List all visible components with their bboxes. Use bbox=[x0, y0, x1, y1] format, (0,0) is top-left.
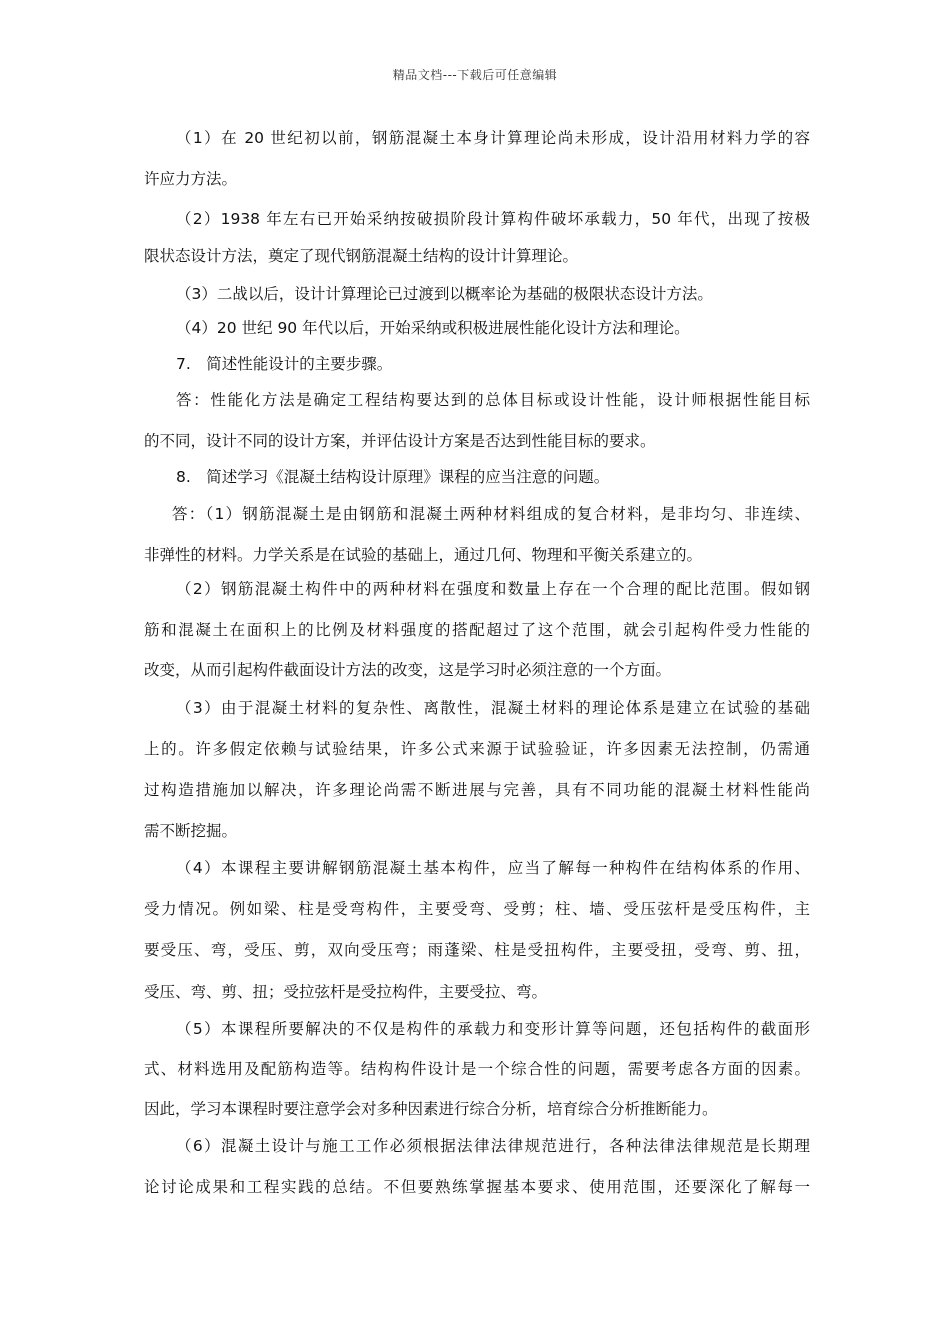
text-line: （4）本课程主要讲解钢筋混凝土基本构件，应当了解每一种构件在结构体系的作用、 bbox=[176, 859, 810, 877]
text-line: （2）1938 年左右已开始采纳按破损阶段计算构件破坏承载力，50 年代，出现了按极 bbox=[176, 210, 810, 228]
text-line: 受力情况。例如梁、柱是受弯构件，主要受弯、受剪；柱、墙、受压弦杆是受压构件，主 bbox=[144, 900, 810, 918]
text-line: （3）由于混凝土材料的复杂性、离散性，混凝土材料的理论体系是建立在试验的基础 bbox=[176, 699, 810, 717]
text-line: 上的。许多假定依赖与试验结果，许多公式来源于试验验证，许多因素无法控制，仍需通 bbox=[144, 740, 810, 758]
text-line: 8. 简述学习《混凝土结构设计原理》课程的应当注意的问题。 bbox=[176, 468, 610, 486]
text-line: 的不同，设计不同的设计方案，并评估设计方案是否达到性能目标的要求。 bbox=[144, 432, 656, 450]
text-line: 7. 简述性能设计的主要步骤。 bbox=[176, 355, 393, 373]
text-line: 要受压、弯，受压、剪，双向受压弯；雨蓬梁、柱是受扭构件，主要受扭，受弯、剪、扭， bbox=[144, 941, 810, 959]
text-line: 答：（1）钢筋混凝土是由钢筋和混凝土两种材料组成的复合材料，是非均匀、非连续、 bbox=[172, 505, 810, 523]
text-line: 式、材料选用及配筋构造等。结构构件设计是一个综合性的问题，需要考虑各方面的因素。 bbox=[144, 1060, 810, 1078]
text-line: （6）混凝土设计与施工工作必须根据法律法律规范进行，各种法律法律规范是长期理 bbox=[176, 1137, 810, 1155]
text-line: 限状态设计方法，奠定了现代钢筋混凝土结构的设计计算理论。 bbox=[144, 247, 579, 265]
text-line: （1）在 20 世纪初以前，钢筋混凝土本身计算理论尚未形成，设计沿用材料力学的容 bbox=[176, 129, 810, 147]
text-line: 因此，学习本课程时要注意学会对多种因素进行综合分析，培育综合分析推断能力。 bbox=[144, 1100, 718, 1118]
text-line: 非弹性的材料。力学关系是在试验的基础上，通过几何、物理和平衡关系建立的。 bbox=[144, 546, 703, 564]
text-line: 论讨论成果和工程实践的总结。不但要熟练掌握基本要求、使用范围，还要深化了解每一 bbox=[144, 1178, 810, 1196]
text-line: 需不断挖掘。 bbox=[144, 822, 238, 840]
page-header: 精品文档---下载后可任意编辑 bbox=[392, 68, 558, 82]
text-line: （3）二战以后，设计计算理论已过渡到以概率论为基础的极限状态设计方法。 bbox=[176, 285, 713, 303]
text-line: 筋和混凝土在面积上的比例及材料强度的搭配超过了这个范围，就会引起构件受力性能的 bbox=[144, 621, 810, 639]
text-line: 答：性能化方法是确定工程结构要达到的总体目标或设计性能，设计师根据性能目标 bbox=[176, 391, 810, 409]
text-line: 改变，从而引起构件截面设计方法的改变，这是学习时必须注意的一个方面。 bbox=[144, 661, 672, 679]
text-line: 许应力方法。 bbox=[144, 170, 238, 188]
text-line: （5）本课程所要解决的不仅是构件的承载力和变形计算等问题，还包括构件的截面形 bbox=[176, 1020, 810, 1038]
text-line: 受压、弯、剪、扭；受拉弦杆是受拉构件，主要受拉、弯。 bbox=[144, 983, 548, 1001]
text-line: （2）钢筋混凝土构件中的两种材料在强度和数量上存在一个合理的配比范围。假如钢 bbox=[176, 580, 810, 598]
text-line: 过构造措施加以解决，许多理论尚需不断进展与完善，具有不同功能的混凝土材料性能尚 bbox=[144, 781, 810, 799]
text-line: （4）20 世纪 90 年代以后，开始采纳或积极进展性能化设计方法和理论。 bbox=[176, 319, 690, 337]
